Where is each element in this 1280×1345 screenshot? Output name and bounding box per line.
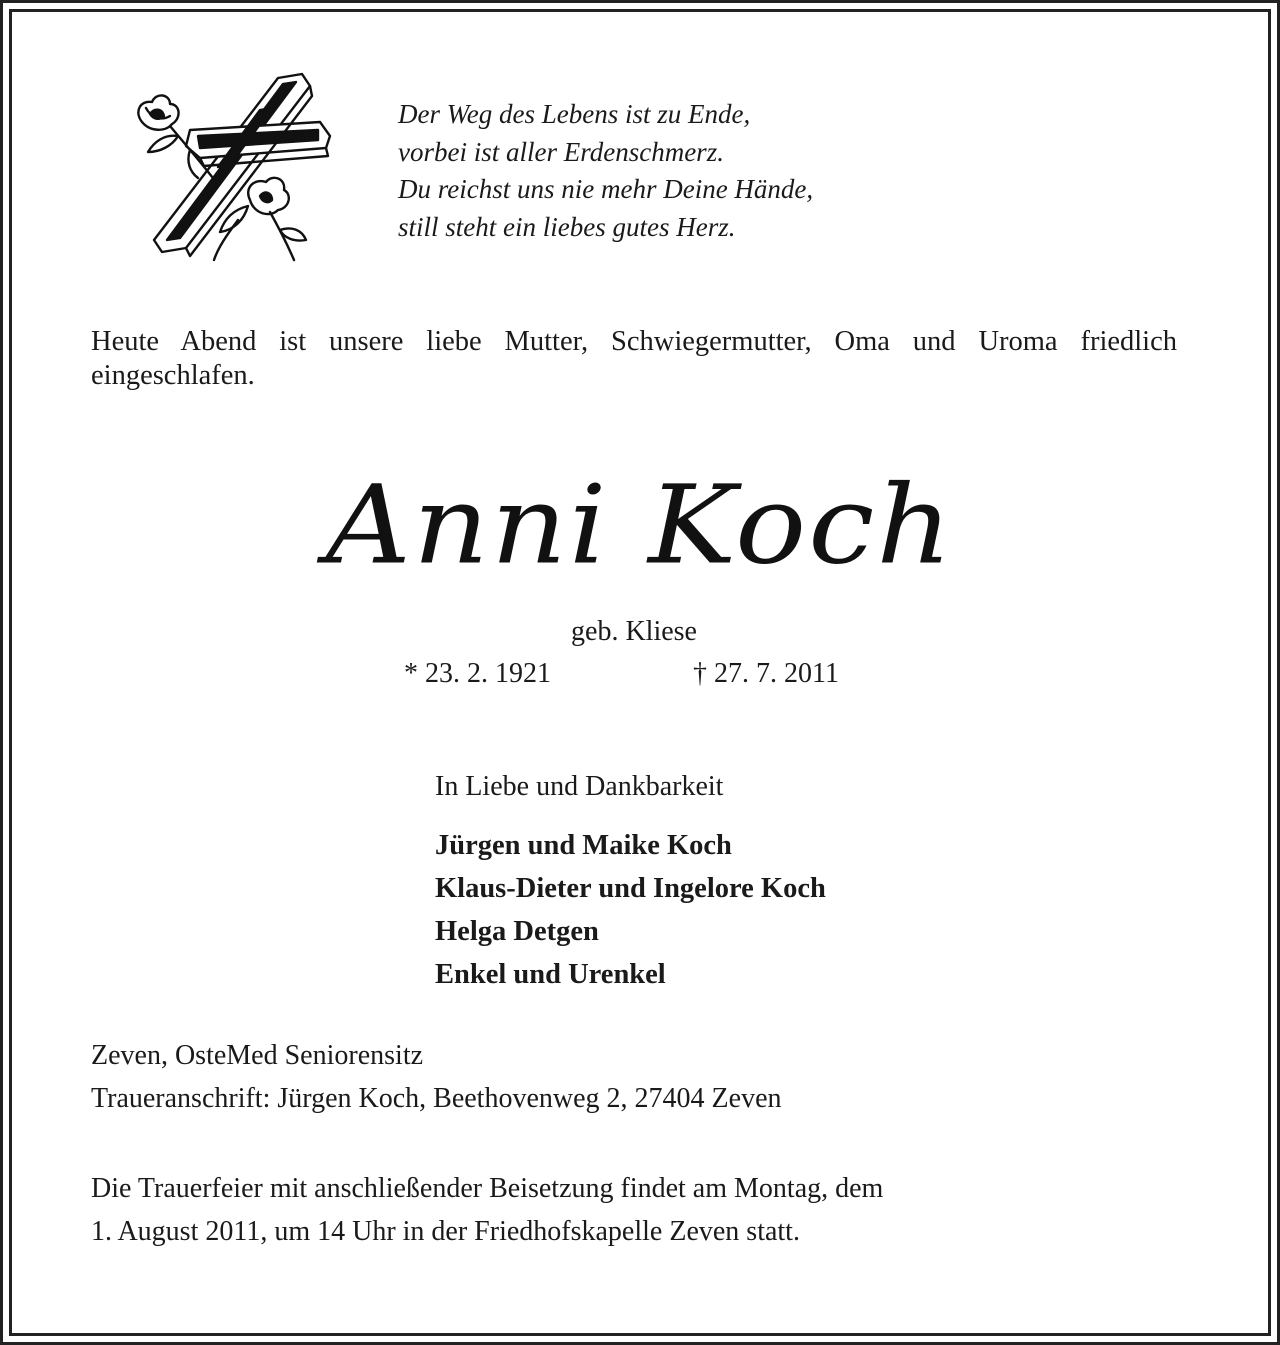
ceremony-line: Die Trauerfeier mit anschließender Beisetzung findet am Montag, dem — [91, 1173, 884, 1204]
poem — [398, 96, 813, 246]
intro-text: Heute Abend ist unsere liebe Mutter, Schwiegermutter, Oma und Uroma friedlich eingeschlafen. — [91, 326, 1177, 391]
mourner: Klaus-Dieter und Ingelore Koch — [435, 873, 826, 904]
poem-line: still steht ein liebes gutes Herz. — [398, 211, 736, 242]
location-line: Zeven, OsteMed Seniorensitz — [91, 1040, 424, 1071]
mourner: Jürgen und Maike Koch — [435, 830, 732, 861]
mourners-list — [435, 824, 826, 996]
poem-line: Der Weg des Lebens ist zu Ende, — [398, 99, 751, 129]
gratitude-line: In Liebe und Dankbarkeit — [435, 771, 724, 802]
mourning-address: Traueranschrift: Jürgen Koch, Beethovenweg 2, 27404 Zeven — [91, 1083, 782, 1114]
maiden-name: geb. Kliese — [571, 616, 697, 647]
death-date: † 27. 7. 2011 — [693, 658, 839, 689]
poem-line: vorbei ist aller Erdenschmerz. — [398, 136, 724, 167]
mourner: Helga Detgen — [435, 916, 599, 947]
poem-line: Du reichst uns nie mehr Deine Hände, — [398, 174, 814, 204]
birth-date: * 23. 2. 1921 — [404, 658, 551, 689]
ceremony-line: 1. August 2011, um 14 Uhr in der Friedhofskapelle Zeven statt. — [91, 1216, 800, 1247]
mourner: Enkel und Urenkel — [435, 959, 666, 990]
deceased-name: Anni Koch — [325, 461, 955, 589]
cross-with-roses-icon — [120, 70, 335, 265]
ceremony-notice — [91, 1167, 883, 1253]
